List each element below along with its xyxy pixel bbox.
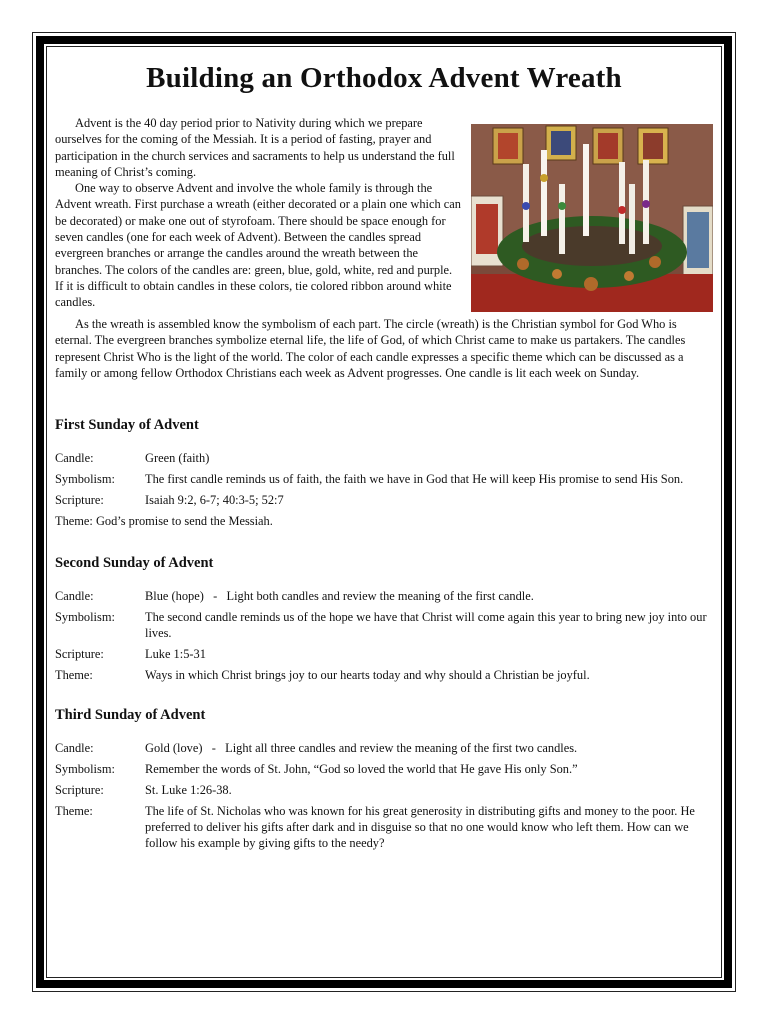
scripture-value: St. Luke 1:26-38. <box>145 783 232 798</box>
theme-row <box>55 803 713 851</box>
symbolism-label: Symbolism: <box>55 610 115 625</box>
symbolism-label: Symbolism: <box>55 762 115 777</box>
theme-value: The life of St. Nicholas who was known for his great generosity in distributing gifts and money to the poor. He preferred to deliver his gifts after dark and in disguise so that no one would know who left them. How can we follow his example by giving gifts to the needy? <box>145 804 695 851</box>
section-rows <box>55 740 713 851</box>
scripture-value: Luke 1:5-31 <box>145 647 206 662</box>
intro-text <box>55 115 713 381</box>
candle-label: Candle: <box>55 589 94 604</box>
candle-row <box>55 740 713 756</box>
candle-label: Candle: <box>55 741 94 756</box>
intro-paragraph: As the wreath is assembled know the symbolism of each part. The circle (wreath) is the Christian symbol for God Who is eternal. The evergreen branches symbolize eternal life, the life of God, of which Christ came to make us partakers. The candles represent Christ Who is the light of the world. The color of each candle expresses a specific theme which can be discussed as a family or among fellow Orthodox Christians each week as Advent progresses. One candle is lit each week on Sunday. <box>55 317 686 380</box>
symbolism-row <box>55 609 713 641</box>
section-third-sunday <box>55 707 713 851</box>
candle-value: Green (faith) <box>145 451 210 466</box>
scripture-row <box>55 646 713 662</box>
candle-value: Blue (hope) - Light both candles and review the meaning of the first candle. <box>145 589 534 604</box>
theme-label: Theme: <box>55 804 93 819</box>
section-heading: Third Sunday of Advent <box>55 707 206 724</box>
candle-value: Gold (love) - Light all three candles and review the meaning of the first two candles. <box>145 741 578 756</box>
document-body <box>55 62 713 856</box>
section-rows <box>55 588 713 683</box>
intro-paragraph: Advent is the 40 day period prior to Nativity during which we prepare ourselves for the coming of the Messiah. It is a period of fasting, prayer and participation in the church services and sacraments to help us understand the full meaning of Christ’s coming. <box>55 116 455 179</box>
scripture-value: Isaiah 9:2, 6-7; 40:3-5; 52:7 <box>145 493 284 508</box>
scripture-label: Scripture: <box>55 783 104 798</box>
candle-row <box>55 450 713 466</box>
scripture-row <box>55 492 713 508</box>
theme-line: Theme: God’s promise to send the Messiah. <box>55 514 273 529</box>
intro-paragraph: One way to observe Advent and involve the whole family is through the Advent wreath. First purchase a wreath (either decorated or a plain one which can be decorated) or make one out of styrofoam. There should be space enough for seven candles (one for each week of Advent). Between the candles spread evergreen branches or arrange the candles around the wreath between the branches. The colors of the candles are: green, blue, gold, white, red and purple. If it is difficult to obtain candles in these colors, tie colored ribbon around white candles. <box>55 181 461 310</box>
scripture-row <box>55 782 713 798</box>
advent-wreath-photo <box>471 124 713 312</box>
symbolism-value: The first candle reminds us of faith, the faith we have in God that He will keep His promise to send His Son. <box>145 472 684 487</box>
candle-label: Candle: <box>55 451 94 466</box>
theme-row <box>55 667 713 683</box>
section-heading: First Sunday of Advent <box>55 417 199 434</box>
symbolism-row <box>55 471 713 487</box>
scripture-label: Scripture: <box>55 493 104 508</box>
section-heading: Second Sunday of Advent <box>55 555 214 572</box>
section-rows <box>55 450 713 529</box>
theme-value: Ways in which Christ brings joy to our hearts today and why should a Christian be joyful. <box>145 668 590 683</box>
section-first-sunday <box>55 417 713 529</box>
section-second-sunday <box>55 555 713 683</box>
page-title: Building an Orthodox Advent Wreath <box>146 62 622 94</box>
symbolism-row <box>55 761 713 777</box>
symbolism-label: Symbolism: <box>55 472 115 487</box>
symbolism-value: Remember the words of St. John, “God so loved the world that He gave His only Son.” <box>145 762 578 777</box>
scripture-label: Scripture: <box>55 647 104 662</box>
theme-label: Theme: <box>55 668 93 683</box>
candle-row <box>55 588 713 604</box>
symbolism-value: The second candle reminds us of the hope we have that Christ will come again this year to bring new joy into our lives. <box>145 610 707 641</box>
